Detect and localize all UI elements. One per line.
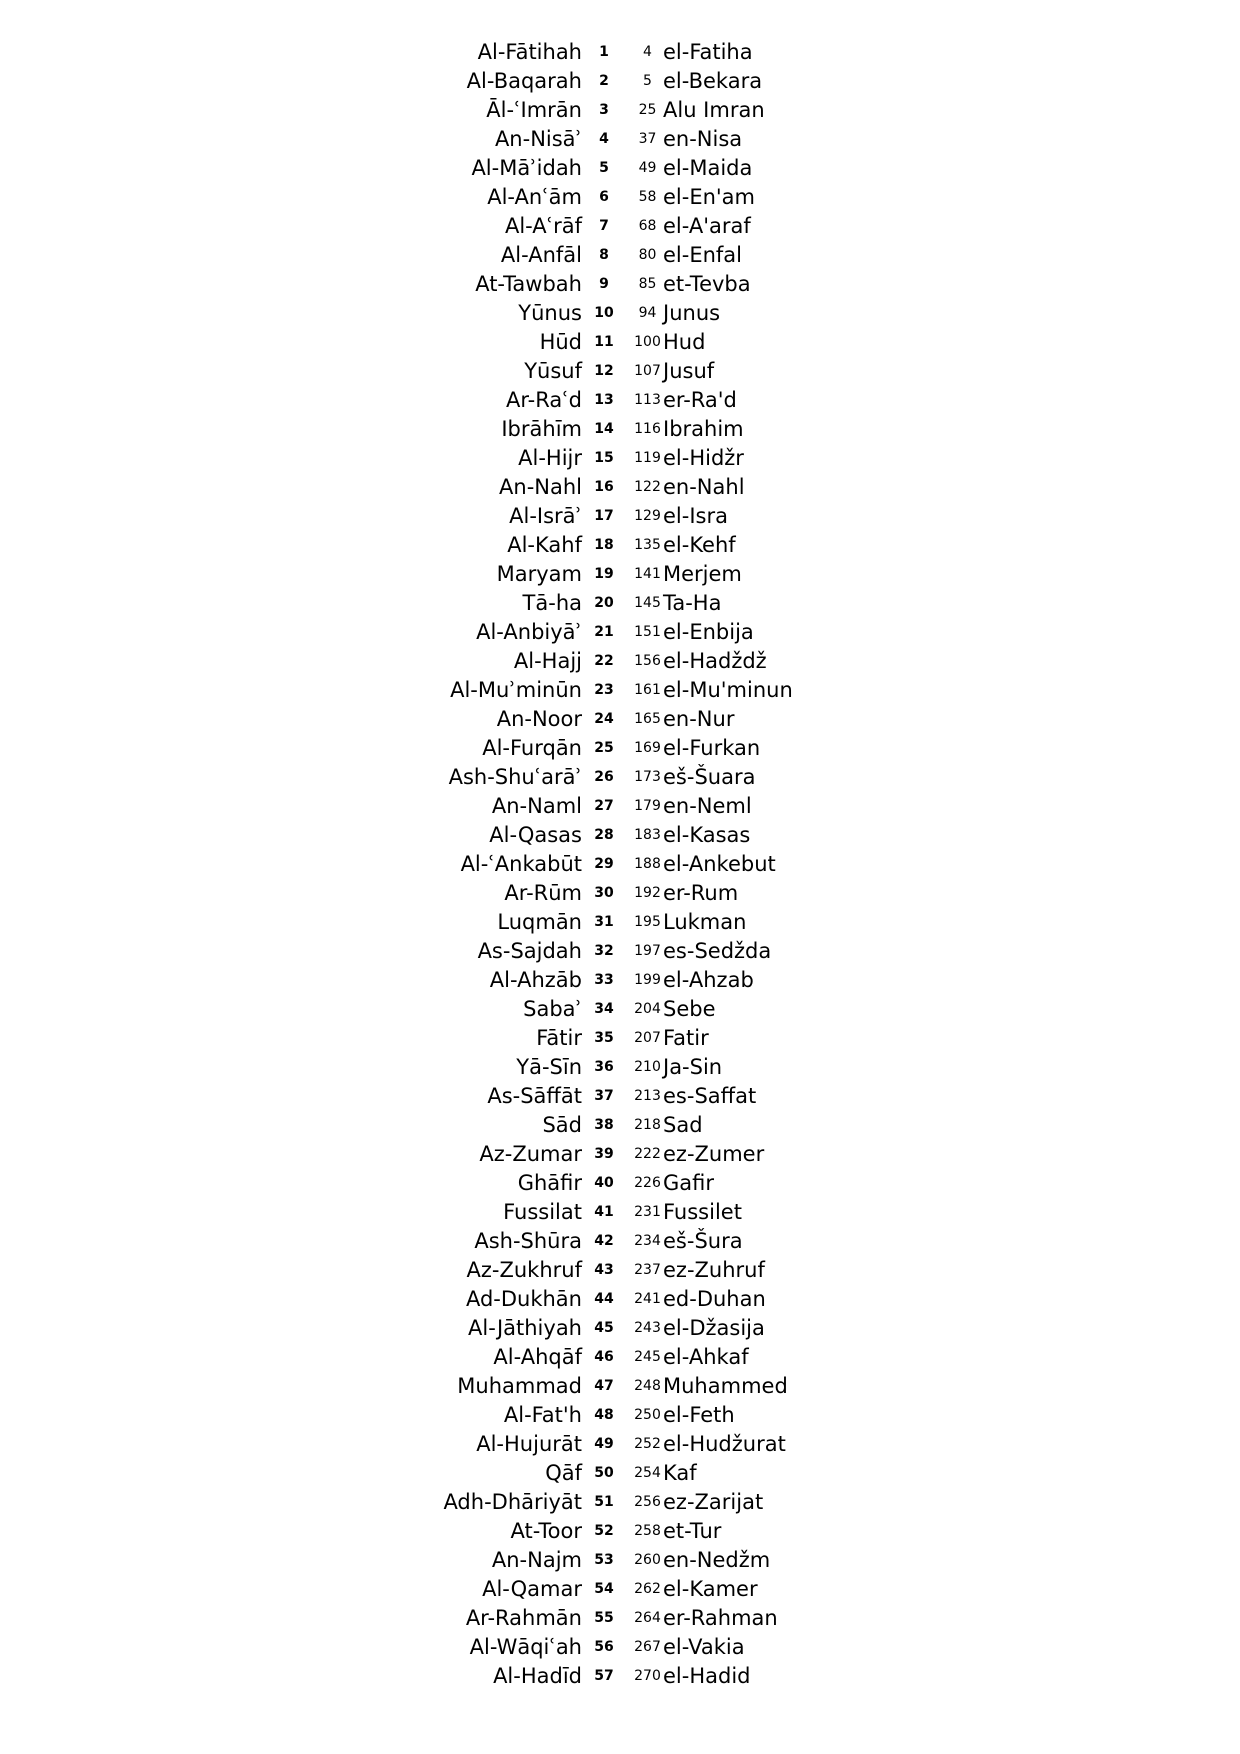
- surah-number: 43: [594, 1262, 614, 1278]
- surah-bosnian-name: Ta-Ha: [663, 591, 722, 615]
- table-row[interactable]: [0, 473, 1240, 502]
- surah-latin-name: Ash-Shūra: [474, 1229, 582, 1253]
- surah-number: 6: [599, 189, 609, 205]
- table-row[interactable]: [0, 212, 1240, 241]
- surah-bosnian-name: el-Vakia: [663, 1635, 745, 1659]
- surah-bosnian-name: el-Enbija: [663, 620, 754, 644]
- page-number: 107: [634, 363, 661, 379]
- page-number: 210: [634, 1059, 661, 1075]
- table-row[interactable]: [0, 1343, 1240, 1372]
- surah-number: 49: [594, 1436, 614, 1452]
- surah-latin-name: Fātir: [536, 1026, 582, 1050]
- surah-number: 1: [599, 44, 609, 60]
- page-number: 85: [638, 276, 657, 292]
- table-row[interactable]: [0, 734, 1240, 763]
- table-row[interactable]: [0, 1604, 1240, 1633]
- surah-bosnian-name: Sebe: [663, 997, 716, 1021]
- page-number: 5: [643, 73, 652, 89]
- surah-number: 28: [594, 827, 614, 843]
- page-number: 113: [634, 392, 661, 408]
- surah-bosnian-name: es-Sedžda: [663, 939, 772, 963]
- surah-bosnian-name: el-Hidžr: [663, 446, 744, 470]
- table-row[interactable]: [0, 415, 1240, 444]
- table-row[interactable]: [0, 386, 1240, 415]
- surah-bosnian-name: Hud: [663, 330, 706, 354]
- page-number: 49: [638, 160, 657, 176]
- table-row[interactable]: [0, 560, 1240, 589]
- surah-number: 39: [594, 1146, 614, 1162]
- surah-number: 27: [594, 798, 614, 814]
- surah-number: 19: [594, 566, 614, 582]
- surah-number: 16: [594, 479, 614, 495]
- surah-latin-name: Al-Qamar: [482, 1577, 582, 1601]
- surah-latin-name: At-Tawbah: [475, 272, 582, 296]
- surah-latin-name: Al-Anbiyāʾ: [476, 620, 582, 644]
- surah-bosnian-name: Ibrahim: [663, 417, 744, 441]
- surah-bosnian-name: el-Kasas: [663, 823, 751, 847]
- page-number: 195: [634, 914, 661, 930]
- table-row[interactable]: [0, 1401, 1240, 1430]
- table-row[interactable]: [0, 1517, 1240, 1546]
- surah-number: 8: [599, 247, 609, 263]
- surah-latin-name: Ibrāhīm: [501, 417, 582, 441]
- page-number: 25: [638, 102, 657, 118]
- surah-bosnian-name: et-Tur: [663, 1519, 722, 1543]
- surah-number: 32: [594, 943, 614, 959]
- surah-latin-name: At-Toor: [510, 1519, 582, 1543]
- table-row[interactable]: [0, 676, 1240, 705]
- table-row[interactable]: [0, 1227, 1240, 1256]
- table-row[interactable]: [0, 1053, 1240, 1082]
- surah-bosnian-name: eš-Šura: [663, 1229, 743, 1253]
- surah-number: 52: [594, 1523, 614, 1539]
- surah-number: 2: [599, 73, 609, 89]
- table-row[interactable]: [0, 966, 1240, 995]
- page-number: 197: [634, 943, 661, 959]
- surah-number: 37: [594, 1088, 614, 1104]
- table-row[interactable]: [0, 1546, 1240, 1575]
- surah-latin-name: Al-Wāqiʿah: [469, 1635, 582, 1659]
- surah-latin-name: As-Sajdah: [477, 939, 582, 963]
- surah-bosnian-name: el-Mu'minun: [663, 678, 793, 702]
- page-number: 248: [634, 1378, 661, 1394]
- surah-number: 44: [594, 1291, 614, 1307]
- surah-bosnian-name: Muhammed: [663, 1374, 788, 1398]
- surah-number: 9: [599, 276, 609, 292]
- table-row[interactable]: [0, 792, 1240, 821]
- page-number: 254: [634, 1465, 661, 1481]
- table-row[interactable]: [0, 1314, 1240, 1343]
- surah-bosnian-name: Sad: [663, 1113, 703, 1137]
- surah-bosnian-name: el-En'am: [663, 185, 756, 209]
- surah-latin-name: Yūnus: [518, 301, 582, 325]
- surah-latin-name: Maryam: [496, 562, 582, 586]
- surah-latin-name: Ash-Shuʿarāʾ: [448, 765, 582, 789]
- surah-number: 14: [594, 421, 614, 437]
- surah-bosnian-name: er-Ra'd: [663, 388, 737, 412]
- page-number: 250: [634, 1407, 661, 1423]
- page-number: 151: [634, 624, 661, 640]
- surah-bosnian-name: en-Nur: [663, 707, 735, 731]
- surah-latin-name: Hūd: [539, 330, 582, 354]
- surah-number: 38: [594, 1117, 614, 1133]
- page-number: 100: [634, 334, 661, 350]
- page-number: 169: [634, 740, 661, 756]
- table-row[interactable]: [0, 1140, 1240, 1169]
- page-number: 231: [634, 1204, 661, 1220]
- surah-number: 3: [599, 102, 609, 118]
- table-row[interactable]: [0, 647, 1240, 676]
- surah-number: 57: [594, 1668, 614, 1684]
- surah-latin-name: Sabaʾ: [523, 997, 582, 1021]
- table-row[interactable]: [0, 183, 1240, 212]
- page-number: 213: [634, 1088, 661, 1104]
- surah-latin-name: Fussilat: [503, 1200, 582, 1224]
- surah-latin-name: Al-Hijr: [518, 446, 582, 470]
- surah-bosnian-name: es-Saffat: [663, 1084, 757, 1108]
- surah-bosnian-name: el-Fatiha: [663, 40, 753, 64]
- surah-bosnian-name: er-Rahman: [663, 1606, 778, 1630]
- page-number: 222: [634, 1146, 661, 1162]
- surah-bosnian-name: el-Feth: [663, 1403, 735, 1427]
- surah-number: 10: [594, 305, 614, 321]
- table-row[interactable]: [0, 821, 1240, 850]
- surah-number: 36: [594, 1059, 614, 1075]
- surah-bosnian-name: ez-Zarijat: [663, 1490, 764, 1514]
- surah-latin-name: Luqmān: [497, 910, 582, 934]
- surah-number: 5: [599, 160, 609, 176]
- surah-number: 4: [599, 131, 609, 147]
- surah-latin-name: Al-Fātihah: [477, 40, 582, 64]
- surah-latin-name: Tā-ha: [522, 591, 582, 615]
- surah-bosnian-name: el-Ahzab: [663, 968, 754, 992]
- surah-latin-name: Az-Zukhruf: [466, 1258, 582, 1282]
- table-row[interactable]: [0, 67, 1240, 96]
- table-row[interactable]: [0, 879, 1240, 908]
- page-number: 237: [634, 1262, 661, 1278]
- surah-bosnian-name: el-A'araf: [663, 214, 751, 238]
- page-number: 122: [634, 479, 661, 495]
- surah-latin-name: As-Sāffāt: [487, 1084, 582, 1108]
- table-row[interactable]: [0, 502, 1240, 531]
- surah-latin-name: Al-Hajj: [513, 649, 582, 673]
- page-number: 252: [634, 1436, 661, 1452]
- surah-number: 34: [594, 1001, 614, 1017]
- page-number: 262: [634, 1581, 661, 1597]
- page-number: 207: [634, 1030, 661, 1046]
- page-number: 270: [634, 1668, 661, 1684]
- table-row[interactable]: [0, 1285, 1240, 1314]
- surah-number: 30: [594, 885, 614, 901]
- surah-number: 23: [594, 682, 614, 698]
- page-number: 165: [634, 711, 661, 727]
- page-number: 192: [634, 885, 661, 901]
- surah-bosnian-name: Fussilet: [663, 1200, 742, 1224]
- page-number: 119: [634, 450, 661, 466]
- surah-number: 18: [594, 537, 614, 553]
- surah-bosnian-name: ed-Duhan: [663, 1287, 766, 1311]
- surah-latin-name: An-Nisāʾ: [494, 127, 582, 151]
- surah-number: 12: [594, 363, 614, 379]
- page-number: 37: [638, 131, 657, 147]
- table-row[interactable]: [0, 1024, 1240, 1053]
- surah-bosnian-name: el-Isra: [663, 504, 728, 528]
- surah-number: 51: [594, 1494, 614, 1510]
- surah-number: 15: [594, 450, 614, 466]
- surah-latin-name: An-Nahl: [499, 475, 582, 499]
- surah-bosnian-name: et-Tevba: [663, 272, 751, 296]
- surah-number: 29: [594, 856, 614, 872]
- table-row[interactable]: [0, 328, 1240, 357]
- page-number: 234: [634, 1233, 661, 1249]
- surah-latin-name: Al-ʿAnkabūt: [460, 852, 582, 876]
- page-number: 135: [634, 537, 661, 553]
- surah-latin-name: Al-Kahf: [507, 533, 582, 557]
- surah-latin-name: Az-Zumar: [479, 1142, 582, 1166]
- surah-number: 21: [594, 624, 614, 640]
- table-row[interactable]: [0, 1488, 1240, 1517]
- page-number: 68: [638, 218, 657, 234]
- table-row[interactable]: [0, 270, 1240, 299]
- table-row[interactable]: [0, 96, 1240, 125]
- surah-number: 55: [594, 1610, 614, 1626]
- table-row[interactable]: [0, 1459, 1240, 1488]
- surah-latin-name: Al-Isrāʾ: [509, 504, 582, 528]
- page-number: 173: [634, 769, 661, 785]
- table-row[interactable]: [0, 299, 1240, 328]
- surah-bosnian-name: ez-Zumer: [663, 1142, 765, 1166]
- surah-number: 56: [594, 1639, 614, 1655]
- surah-bosnian-name: en-Nahl: [663, 475, 745, 499]
- surah-bosnian-name: Jusuf: [663, 359, 715, 383]
- page-number: 256: [634, 1494, 661, 1510]
- surah-bosnian-name: Gafir: [663, 1171, 715, 1195]
- surah-latin-name: Yā-Sīn: [516, 1055, 582, 1079]
- table-row[interactable]: [0, 618, 1240, 647]
- surah-bosnian-name: Merjem: [663, 562, 742, 586]
- surah-number: 42: [594, 1233, 614, 1249]
- page-number: 80: [638, 247, 657, 263]
- page-number: 129: [634, 508, 661, 524]
- surah-latin-name: Adh-Dhāriyāt: [443, 1490, 582, 1514]
- surah-bosnian-name: Lukman: [663, 910, 747, 934]
- surah-latin-name: Ar-Raʿd: [505, 388, 582, 412]
- surah-number: 17: [594, 508, 614, 524]
- page-number: 267: [634, 1639, 661, 1655]
- surah-bosnian-name: el-Hudžurat: [663, 1432, 786, 1456]
- page-number: 241: [634, 1291, 661, 1307]
- page-number: 204: [634, 1001, 661, 1017]
- surah-bosnian-name: Kaf: [663, 1461, 697, 1485]
- page-number: 179: [634, 798, 661, 814]
- table-row[interactable]: [0, 1575, 1240, 1604]
- surah-bosnian-name: el-Bekara: [663, 69, 763, 93]
- table-row[interactable]: [0, 1633, 1240, 1662]
- surah-bosnian-name: el-Kehf: [663, 533, 736, 557]
- surah-bosnian-name: en-Neml: [663, 794, 752, 818]
- surah-latin-name: Al-Furqān: [482, 736, 582, 760]
- page-number: 4: [643, 44, 652, 60]
- page-number: 156: [634, 653, 661, 669]
- table-row[interactable]: [0, 241, 1240, 270]
- surah-bosnian-name: el-Hadid: [663, 1664, 751, 1688]
- surah-bosnian-name: el-Maida: [663, 156, 753, 180]
- surah-latin-name: An-Noor: [496, 707, 582, 731]
- page-number: 260: [634, 1552, 661, 1568]
- surah-bosnian-name: Ja-Sin: [663, 1055, 723, 1079]
- surah-number: 11: [594, 334, 614, 350]
- surah-number: 41: [594, 1204, 614, 1220]
- surah-number: 25: [594, 740, 614, 756]
- surah-latin-name: Al-Māʾidah: [471, 156, 582, 180]
- surah-number: 22: [594, 653, 614, 669]
- page-number: 145: [634, 595, 661, 611]
- surah-latin-name: Āl-ʿImrān: [486, 98, 582, 122]
- page-number: 116: [634, 421, 661, 437]
- surah-bosnian-name: el-Hadždž: [663, 649, 767, 673]
- surah-latin-name: Ad-Dukhān: [465, 1287, 582, 1311]
- surah-bosnian-name: Fatir: [663, 1026, 709, 1050]
- surah-latin-name: An-Naml: [491, 794, 582, 818]
- table-row[interactable]: [0, 154, 1240, 183]
- surah-bosnian-name: eš-Šuara: [663, 765, 756, 789]
- surah-number: 33: [594, 972, 614, 988]
- page-number: 58: [638, 189, 657, 205]
- surah-number: 47: [594, 1378, 614, 1394]
- surah-latin-name: Ar-Rūm: [504, 881, 582, 905]
- table-row[interactable]: [0, 589, 1240, 618]
- surah-latin-name: Al-Ahzāb: [489, 968, 582, 992]
- table-row[interactable]: [0, 444, 1240, 473]
- surah-number: 13: [594, 392, 614, 408]
- table-row[interactable]: [0, 1372, 1240, 1401]
- table-row[interactable]: [0, 937, 1240, 966]
- table-row[interactable]: [0, 1198, 1240, 1227]
- surah-latin-name: An-Najm: [491, 1548, 582, 1572]
- surah-number: 50: [594, 1465, 614, 1481]
- surah-latin-name: Al-Hujurāt: [476, 1432, 582, 1456]
- table-row[interactable]: [0, 850, 1240, 879]
- surah-latin-name: Al-Aʿrāf: [504, 214, 582, 238]
- surah-latin-name: Al-Baqarah: [466, 69, 582, 93]
- surah-number: 31: [594, 914, 614, 930]
- surah-bosnian-name: el-Džasija: [663, 1316, 765, 1340]
- table-row[interactable]: [0, 908, 1240, 937]
- surah-number: 20: [594, 595, 614, 611]
- page-number: 199: [634, 972, 661, 988]
- page-number: 218: [634, 1117, 661, 1133]
- table-row[interactable]: [0, 1082, 1240, 1111]
- surah-latin-name: Al-Qasas: [489, 823, 582, 847]
- surah-bosnian-name: el-Kamer: [663, 1577, 758, 1601]
- page-number: 161: [634, 682, 661, 698]
- surah-number: 26: [594, 769, 614, 785]
- surah-latin-name: Qāf: [545, 1461, 582, 1485]
- table-row[interactable]: [0, 1256, 1240, 1285]
- surah-bosnian-name: el-Furkan: [663, 736, 761, 760]
- surah-latin-name: Ar-Rahmān: [465, 1606, 582, 1630]
- surah-number: 7: [599, 218, 609, 234]
- page-number: 183: [634, 827, 661, 843]
- surah-number: 54: [594, 1581, 614, 1597]
- page-number: 258: [634, 1523, 661, 1539]
- surah-number: 46: [594, 1349, 614, 1365]
- table-row[interactable]: [0, 1430, 1240, 1459]
- surah-latin-name: Al-Jāthiyah: [468, 1316, 582, 1340]
- surah-number: 24: [594, 711, 614, 727]
- surah-latin-name: Al-Anʿām: [487, 185, 582, 209]
- table-row[interactable]: [0, 38, 1240, 67]
- table-row[interactable]: [0, 995, 1240, 1024]
- surah-number: 40: [594, 1175, 614, 1191]
- surah-number: 48: [594, 1407, 614, 1423]
- surah-latin-name: Al-Anfāl: [500, 243, 582, 267]
- surah-number: 53: [594, 1552, 614, 1568]
- surah-number: 45: [594, 1320, 614, 1336]
- page-number: 264: [634, 1610, 661, 1626]
- page-number: 243: [634, 1320, 661, 1336]
- surah-latin-name: Al-Hadīd: [493, 1664, 582, 1688]
- page-number: 245: [634, 1349, 661, 1365]
- surah-bosnian-name: Junus: [663, 301, 721, 325]
- surah-index-table: [0, 38, 1240, 1691]
- surah-latin-name: Al-Muʾminūn: [450, 678, 582, 702]
- surah-bosnian-name: Alu Imran: [663, 98, 765, 122]
- surah-latin-name: Ghāfir: [517, 1171, 582, 1195]
- surah-bosnian-name: el-Enfal: [663, 243, 743, 267]
- table-row[interactable]: [0, 705, 1240, 734]
- surah-latin-name: Yūsuf: [524, 359, 582, 383]
- table-row[interactable]: [0, 1111, 1240, 1140]
- surah-bosnian-name: en-Nisa: [663, 127, 743, 151]
- surah-latin-name: Al-Fat'h: [503, 1403, 582, 1427]
- surah-bosnian-name: el-Ankebut: [663, 852, 776, 876]
- surah-latin-name: Muhammad: [457, 1374, 582, 1398]
- table-row[interactable]: [0, 1662, 1240, 1691]
- page-number: 141: [634, 566, 661, 582]
- surah-number: 35: [594, 1030, 614, 1046]
- page-number: 94: [638, 305, 657, 321]
- table-row[interactable]: [0, 1169, 1240, 1198]
- surah-bosnian-name: en-Nedžm: [663, 1548, 771, 1572]
- page-number: 188: [634, 856, 661, 872]
- surah-latin-name: Al-Ahqāf: [493, 1345, 582, 1369]
- surah-latin-name: Sād: [542, 1113, 582, 1137]
- surah-bosnian-name: ez-Zuhruf: [663, 1258, 765, 1282]
- surah-bosnian-name: el-Ahkaf: [663, 1345, 749, 1369]
- table-row[interactable]: [0, 357, 1240, 386]
- table-row[interactable]: [0, 531, 1240, 560]
- surah-bosnian-name: er-Rum: [663, 881, 739, 905]
- page-number: 226: [634, 1175, 661, 1191]
- table-row[interactable]: [0, 763, 1240, 792]
- table-row[interactable]: [0, 125, 1240, 154]
